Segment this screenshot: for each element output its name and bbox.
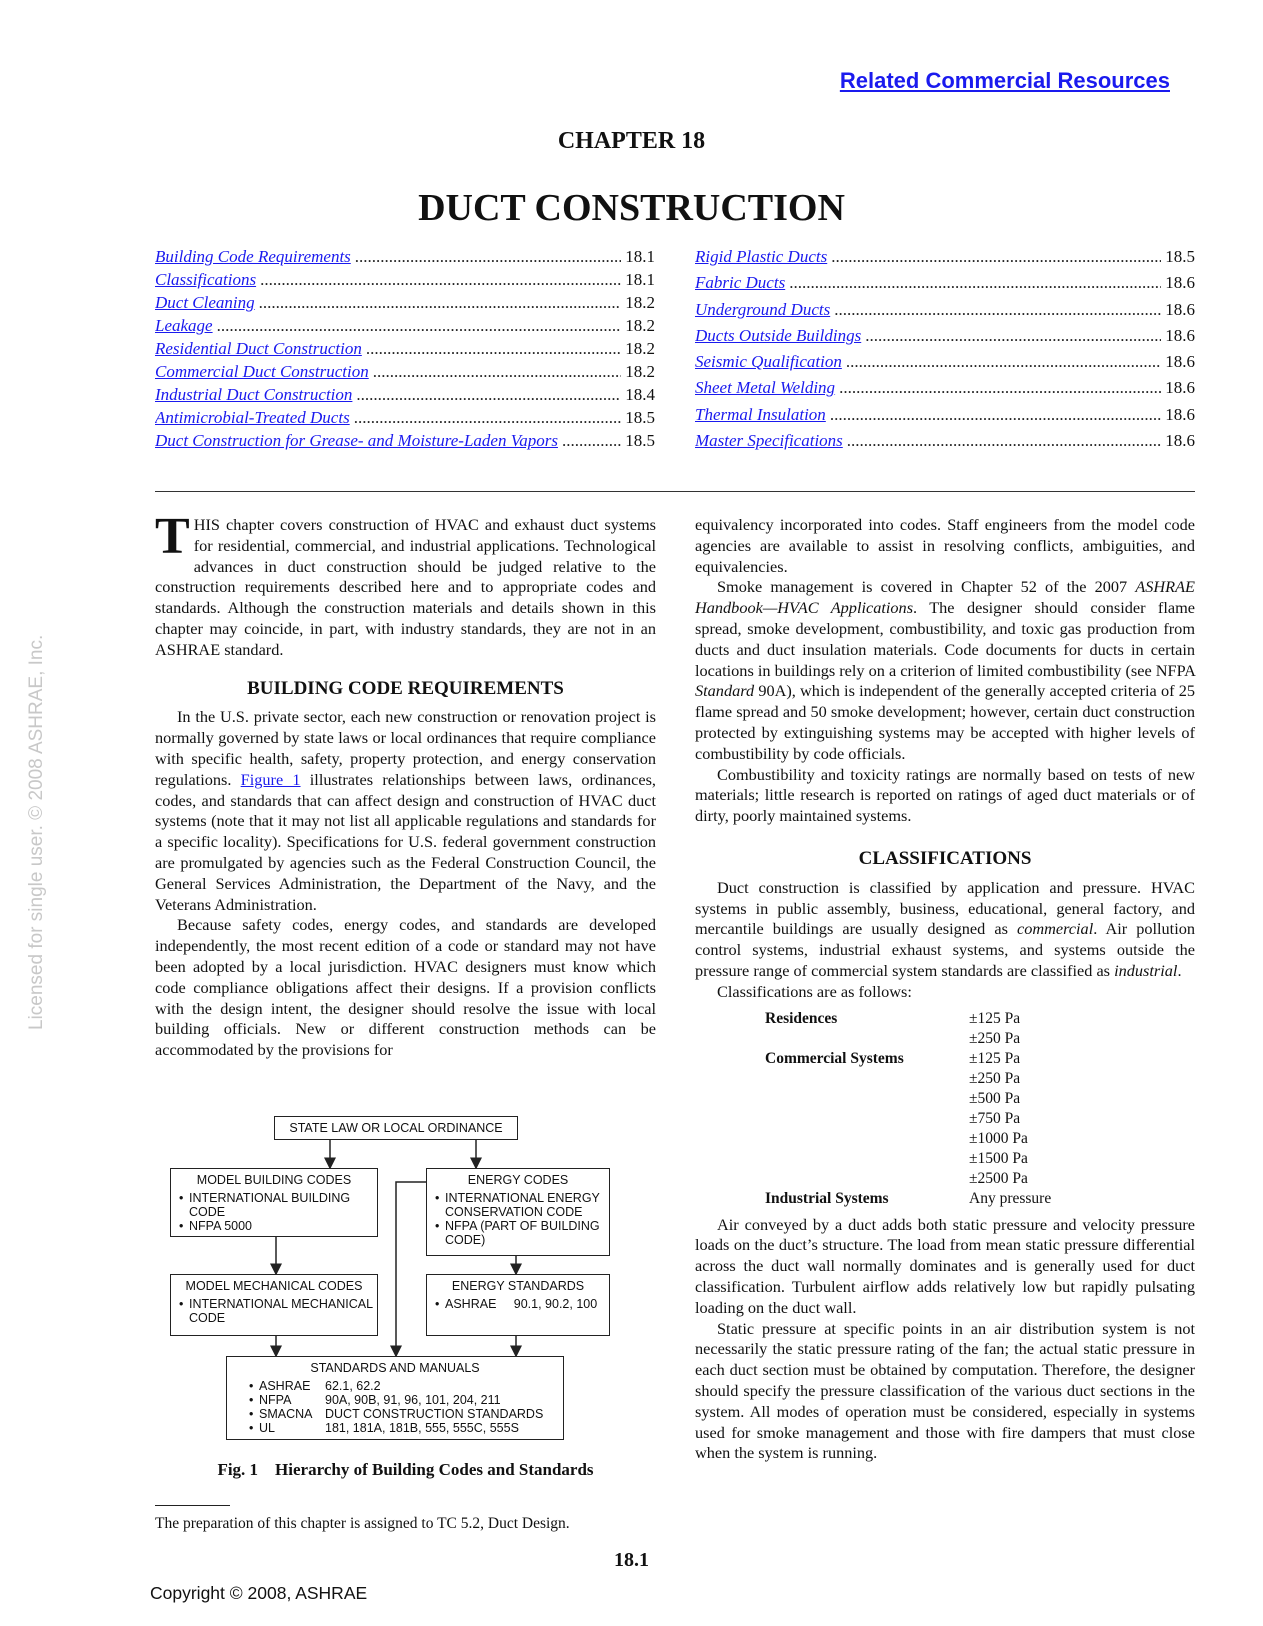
toc-entry[interactable] (155, 431, 655, 454)
figure-caption: Fig. 1 Hierarchy of Building Codes and Standards (217, 1460, 594, 1479)
standard-org: • ASHRAE (259, 1379, 311, 1393)
toc-leader (366, 339, 621, 359)
classification-row (765, 1049, 1195, 1069)
energy-codes-box: ENERGY CODES • INTERNATIONAL ENERGY CONSERVATION CODE • NFPA (PART OF BUILDING CODE) (426, 1168, 610, 1256)
toc-page-number: 18.2 (625, 362, 655, 381)
toc-page-number: 18.5 (1165, 247, 1195, 266)
paragraph: Because safety codes, energy codes, and standards are developed independently, the most recent edition of a code or standard may not have been adopted by a local jurisdiction. HVAC designers must know which code compliance obligations affect their designs. If a provision conflicts with the design intent, the designer should resolve the issue with local building officials. New or different construction methods can be accommodated by the provisions for (155, 915, 656, 1060)
toc-page-number: 18.2 (625, 316, 655, 335)
toc-leader (217, 316, 622, 336)
toc-entry[interactable] (155, 339, 655, 362)
toc-right (695, 247, 1195, 457)
toc-page-number: 18.6 (1165, 273, 1195, 293)
standard-row (249, 1421, 563, 1435)
classification-category: Residences (765, 1009, 838, 1027)
classification-row (765, 1009, 1195, 1029)
classification-category (765, 1029, 969, 1049)
classification-category (765, 1109, 969, 1129)
toc-link[interactable]: Fabric Ducts (695, 273, 786, 293)
toc-leader (846, 352, 1161, 372)
toc-entry[interactable] (695, 405, 1195, 431)
model-mechanical-codes-box: MODEL MECHANICAL CODES • INTERNATIONAL MECHANICAL CODE (170, 1274, 378, 1336)
standard-row (249, 1407, 563, 1421)
toc-page-number: 18.2 (625, 339, 655, 358)
toc-leader (865, 326, 1161, 346)
paragraph: Static pressure at specific points in an air distribution system is not necessarily the static pressure rating of the fan; the actual static pressure in each duct section must be obtained by computation. Therefore, the designer should specify the pressure classification of the various duct sections in the system. All modes of operation must be considered, especially in systems used for smoke management and those with fire dampers that must close when the system is running. (695, 1318, 1195, 1463)
toc-page-number: 18.2 (625, 293, 655, 312)
standard-org: • SMACNA (259, 1407, 313, 1421)
toc-page-number: 18.1 (625, 247, 655, 266)
toc-link[interactable]: Industrial Duct Construction (155, 385, 353, 404)
toc-link[interactable]: Leakage (155, 316, 213, 335)
section-heading-building-codes: BUILDING CODE REQUIREMENTS (247, 677, 564, 699)
classification-row (765, 1109, 1195, 1129)
toc-leader (373, 362, 622, 382)
toc-entry[interactable] (155, 247, 655, 270)
standard-numbers: 181, 181A, 181B, 555, 555C, 555S (325, 1421, 519, 1435)
chapter-label: CHAPTER 18 (557, 128, 706, 154)
model-building-codes-box: MODEL BUILDING CODES • INTERNATIONAL BUILDING CODE • NFPA 5000 (170, 1168, 378, 1237)
toc-link[interactable]: Building Code Requirements (155, 247, 351, 266)
copyright: Copyright © 2008, ASHRAE (150, 1583, 368, 1603)
classification-row (765, 1169, 1195, 1189)
toc-entry[interactable] (155, 270, 655, 293)
toc-page-number: 18.5 (625, 431, 655, 450)
toc-page-number: 18.6 (1165, 404, 1195, 424)
toc-leader (831, 247, 1161, 267)
standard-numbers: 90A, 90B, 91, 96, 101, 204, 211 (325, 1393, 501, 1407)
classification-category (765, 1129, 969, 1149)
paragraph: In the U.S. private sector, each new construction or renovation project is normally governed by state laws or local ordinances that require compliance with specific health, safety, property protection, and energy conservation regulations. Figure 1 illustrates relationships between laws, ordinances, codes, and standards that can affect design and construction of HVAC duct systems (note that it may not list all applicable regulations and standards for a specific locality). Specifications for U.S. federal government construction are promulgated by agencies such as the Federal Construction Council, the General Services Administration, the Department of the Navy, and the Veterans Administration. (155, 707, 657, 914)
toc-link[interactable]: Seismic Qualification (695, 352, 842, 372)
toc-leader (354, 408, 622, 428)
toc-link[interactable]: Rigid Plastic Ducts (695, 247, 828, 266)
standards-manuals-box: STANDARDS AND MANUALS • ASHRAE 62.1, 62.2 • NFPA 90A, 90B, 91, 96, 101, 204, 211 • SMACNA DUCT CONSTRUCTION STANDARDS • UL 181, 181A, 181B, 555, 555C, 555S (226, 1356, 564, 1440)
state-law-box: STATE LAW OR LOCAL ORDINANCE (274, 1116, 518, 1140)
toc-page-number: 18.6 (1165, 299, 1195, 319)
toc-leader (834, 300, 1161, 320)
drop-cap: T (155, 508, 190, 565)
classification-pressure: ±500 Pa (969, 1089, 1021, 1107)
classification-pressure: ±250 Pa (969, 1069, 1021, 1087)
classification-row (765, 1149, 1195, 1169)
toc-entry[interactable] (695, 300, 1195, 326)
page-number: 18.1 (614, 1549, 649, 1571)
classification-row (765, 1189, 1195, 1209)
classification-pressure: ±2500 Pa (969, 1169, 1028, 1187)
classification-pressure: ±250 Pa (969, 1029, 1021, 1047)
toc-link[interactable]: Ducts Outside Buildings (695, 325, 862, 345)
classification-category (765, 1069, 969, 1089)
toc-page-number: 18.5 (625, 408, 655, 427)
toc-entry[interactable] (155, 362, 655, 385)
classification-row (765, 1069, 1195, 1089)
toc-link[interactable]: Duct Construction for Grease- and Moisture-Laden Vapors (155, 431, 558, 450)
divider (155, 491, 1195, 492)
toc-link[interactable]: Classifications (155, 270, 257, 289)
toc-page-number: 18.6 (1165, 352, 1195, 372)
classification-pressure: ±750 Pa (969, 1109, 1021, 1127)
footnote-rule (155, 1505, 230, 1506)
toc-leader (789, 273, 1161, 293)
toc-entry[interactable] (695, 247, 1195, 273)
toc-entry[interactable] (695, 378, 1195, 404)
toc-leader (356, 385, 621, 405)
toc-entry[interactable] (155, 293, 655, 316)
toc-entry[interactable] (155, 408, 655, 431)
toc-leader (830, 405, 1161, 425)
standard-org: • NFPA (259, 1393, 292, 1407)
standard-org: • UL (259, 1421, 275, 1435)
classification-pressure: Any pressure (969, 1189, 1052, 1207)
classification-row (765, 1129, 1195, 1149)
toc-link[interactable]: Antimicrobial-Treated Ducts (155, 408, 350, 427)
energy-standards-box: ENERGY STANDARDS • ASHRAE 90.1, 90.2, 100 (426, 1274, 610, 1336)
classification-category: Commercial Systems (765, 1049, 904, 1067)
classification-row (765, 1029, 1195, 1049)
toc-page-number: 18.6 (1165, 431, 1195, 451)
toc-leader (260, 270, 621, 290)
toc-leader (562, 431, 621, 451)
toc-link[interactable]: Residential Duct Construction (155, 339, 362, 358)
toc-page-number: 18.6 (1165, 325, 1195, 345)
left-column (155, 508, 657, 1061)
intro-paragraph: THIS chapter covers construction of HVAC and exhaust duct systems for residential, commercial, and industrial applications. Technological advances in duct construction should be judged relative to the construction requirements described here and to appropriate codes and standards. Although the construction materials and details shown in this chapter may coincide, in part, with industry standards, they are not in an ASHRAE standard. (155, 508, 656, 659)
classification-table (765, 1009, 1195, 1209)
classification-pressure: ±125 Pa (969, 1049, 1021, 1067)
toc-entry[interactable] (695, 352, 1195, 378)
toc-link[interactable]: Sheet Metal Welding (695, 378, 836, 398)
classification-category (765, 1089, 969, 1109)
toc-left (155, 247, 655, 454)
license-watermark: Licensed for single user. © 2008 ASHRAE, Inc. (26, 634, 47, 1030)
toc-page-number: 18.1 (625, 270, 655, 289)
toc-entry[interactable] (155, 316, 655, 339)
figure-1-link[interactable]: Figure 1 (240, 769, 301, 789)
classification-pressure: ±1500 Pa (969, 1149, 1028, 1167)
toc-page-number: 18.4 (625, 385, 655, 404)
standard-row (249, 1393, 563, 1407)
toc-link[interactable]: Commercial Duct Construction (155, 362, 369, 381)
toc-leader (355, 247, 621, 267)
classification-row (765, 1089, 1195, 1109)
classification-pressure: ±1000 Pa (969, 1129, 1028, 1147)
toc-link[interactable]: Thermal Insulation (695, 404, 826, 424)
paragraph: Air conveyed by a duct adds both static pressure and velocity pressure loads on the duct’s structure. The load from mean static pressure differential across the duct wall normally dominates and is generally used for duct classification. Turbulent airflow adds relatively low but rapidly pulsating loading on the duct wall. (695, 1214, 1195, 1317)
standard-numbers: DUCT CONSTRUCTION STANDARDS (325, 1407, 544, 1421)
toc-entry[interactable] (155, 385, 655, 408)
toc-page-number: 18.6 (1165, 378, 1195, 398)
toc-link[interactable]: Master Specifications (695, 431, 843, 451)
paragraph: equivalency incorporated into codes. Staff engineers from the model code agencies are available to assist in resolving conflicts, ambiguities, and equivalencies. (695, 515, 1195, 576)
classification-category (765, 1169, 969, 1189)
related-resources-link[interactable]: Related Commercial Resources (839, 68, 1170, 93)
right-column (695, 515, 1195, 1464)
standard-numbers: 62.1, 62.2 (325, 1379, 381, 1393)
figure-1-diagram (170, 1116, 650, 1456)
toc-entry[interactable] (695, 326, 1195, 352)
classification-category: Industrial Systems (765, 1189, 889, 1207)
classification-pressure: ±125 Pa (969, 1009, 1021, 1027)
toc-entry[interactable] (695, 273, 1195, 299)
paragraph: Combustibility and toxicity ratings are normally based on tests of new materials; little research is reported on ratings of aged duct materials or of dirty, poorly maintained systems. (695, 764, 1195, 826)
toc-leader (847, 431, 1161, 451)
footnote: The preparation of this chapter is assigned to TC 5.2, Duct Design. (155, 1515, 570, 1532)
standard-row (249, 1379, 563, 1393)
paragraph: Smoke management is covered in Chapter 52 of the 2007 ASHRAE Handbook—HVAC Applications. The designer should consider flame spread, smoke development, combustibility, and toxic gas production from ducts and duct insulation materials. Code documents for ducts in certain locations in buildings rely on a criterion of limited combustibility (see NFPA Standard 90A), which is independent of the generally accepted criteria of 25 flame spread and 50 smoke development; however, certain duct construction protected by extinguishing systems may be accepted with higher levels of combustibility by code officials. (695, 577, 1195, 763)
toc-link[interactable]: Duct Cleaning (155, 293, 255, 312)
toc-link[interactable]: Underground Ducts (695, 299, 831, 319)
paragraph: Classifications are as follows: (717, 981, 912, 1001)
classification-category (765, 1149, 969, 1169)
toc-entry[interactable] (695, 431, 1195, 457)
paragraph: Duct construction is classified by application and pressure. HVAC systems in public assembly, business, educational, general factory, and mercantile buildings are usually designed as commercial. Air pollution control systems, industrial exhaust systems, and systems outside the pressure range of commercial system standards are classified as industrial. (695, 877, 1196, 980)
toc-leader (839, 378, 1161, 398)
toc-leader (259, 293, 622, 313)
page-title: DUCT CONSTRUCTION (418, 187, 845, 229)
section-heading-classifications: CLASSIFICATIONS (858, 847, 1032, 869)
